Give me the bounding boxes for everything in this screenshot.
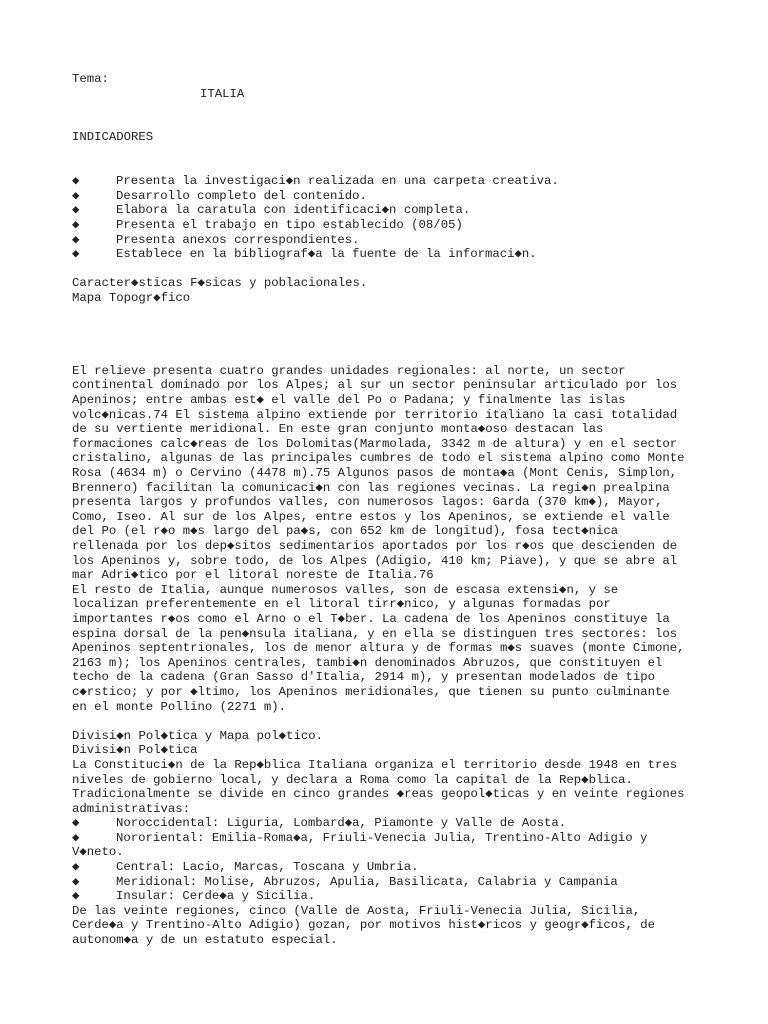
text-line: cristalino, algunas de las principales cumbres de todo el sistema alpino como Monte xyxy=(72,451,685,466)
indicador-text: Establece en la bibliograf◆a la fuente de la informaci◆n. xyxy=(116,247,537,262)
text-line: administrativas: xyxy=(72,801,191,816)
text-line: volc◆nicas.74 El sistema alpino extiende por territorio italiano la casi totalidad xyxy=(72,407,678,422)
text-line: presenta largos y profundos valles, con numerosos lagos: Garda (370 km◆), Mayor, xyxy=(72,495,663,510)
relieve-paragraph xyxy=(72,364,712,714)
indicadores-list xyxy=(72,174,712,262)
text-line: Brennero) facilitan la comunicaci◆n con las regiones vecinas. La regi◆n prealpina xyxy=(72,480,670,495)
indicador-item xyxy=(72,174,712,189)
region-item xyxy=(72,860,712,875)
region-item xyxy=(72,816,712,831)
division-outro xyxy=(72,904,712,948)
text-line: del Po (el r◆o m◆s largo del pa◆s, con 652 km de longitud), fosa tect◆nica xyxy=(72,524,619,539)
text-line: c◆rstico; y por ◆ltimo, los Apeninos meridionales, que tienen su punto culminante xyxy=(72,684,670,699)
text-line: La Constituci◆n de la Rep◆blica Italiana organiza el territorio desde 1948 en tres xyxy=(72,757,678,772)
text-line: en el monte Pollino (2271 m). xyxy=(72,699,287,714)
region-item xyxy=(72,889,712,904)
diamond-bullet-icon: ◆ xyxy=(72,247,80,262)
text-line: espina dorsal de la pen◆nsula italiana, y en ella se distinguen tres sectores: los xyxy=(72,626,678,641)
region-text: Nororiental: Emilia-Roma◆a, Friuli-Venecia Julia, Trentino-Alto Adigio y xyxy=(116,830,648,845)
division-intro xyxy=(72,758,712,816)
diamond-bullet-icon: ◆ xyxy=(72,203,80,218)
text-line: Apeninos septentrionales, los de menor altura y de formas m◆s suaves (monte Cimone, xyxy=(72,641,685,656)
text-line: El relieve presenta cuatro grandes unidades regionales: al norte, un sector xyxy=(72,363,626,378)
region-item xyxy=(72,831,712,846)
indicador-text: Presenta la investigaci◆n realizada en una carpeta creativa. xyxy=(116,174,559,189)
region-text: Meridional: Molise, Abruzos, Apulia, Basilicata, Calabria y Campania xyxy=(116,874,618,889)
text-line: El resto de Italia, aunque numerosos valles, son de escasa extensi◆n, y se xyxy=(72,582,619,597)
indicador-text: Desarrollo completo del contenido. xyxy=(116,188,367,203)
diamond-bullet-icon: ◆ xyxy=(72,188,80,203)
text-line: Rosa (4634 m) o Cervino (4478 m).75 Algunos pasos de monta◆a (Mont Cenis, Simplon, xyxy=(72,466,678,481)
text-line: los Apeninos y, sobre todo, de los Alpes (Adigio, 410 km; Piave), y que se abre al xyxy=(72,553,678,568)
document-page xyxy=(72,72,712,948)
region-wrap-text: V◆neto. xyxy=(72,845,124,860)
region-text: Noroccidental: Liguria, Lombard◆a, Piamonte y Valle de Aosta. xyxy=(116,816,567,831)
text-line: de su vertiente meridional. En este gran conjunto monta◆oso destacan las xyxy=(72,422,604,437)
diamond-bullet-icon: ◆ xyxy=(72,217,80,232)
diamond-bullet-icon: ◆ xyxy=(72,874,80,889)
tema-value: ITALIA xyxy=(200,86,245,101)
section-subheading: Mapa Topogr◆fico xyxy=(72,290,191,305)
text-line: 2163 m); los Apeninos centrales, tambi◆n denominados Abruzos, que constituyen el xyxy=(72,655,663,670)
diamond-bullet-icon: ◆ xyxy=(72,860,80,875)
region-text: Insular: Cerde◆a y Sicilia. xyxy=(116,889,316,904)
text-line: Cerde◆a y Trentino-Alto Adigio) gozan, por motivos hist◆ricos y geogr◆ficos, de xyxy=(72,918,656,933)
text-line: mar Adri◆tico por el litoral noreste de Italia.76 xyxy=(72,568,434,583)
text-line: niveles de gobierno local, y declara a Roma como la capital de la Rep◆blica. xyxy=(72,772,633,787)
text-line: formaciones calc◆reas de los Dolomitas(Marmolada, 3342 m de altura) y en el sector xyxy=(72,436,678,451)
division-heading: Divisi◆n Pol◆tica y Mapa pol◆tico. xyxy=(72,728,323,743)
text-line: continental dominado por los Alpes; al sur un sector peninsular articulado por los xyxy=(72,378,678,393)
diamond-bullet-icon: ◆ xyxy=(72,889,80,904)
indicador-item xyxy=(72,203,712,218)
text-line: Como, Iseo. Al sur de los Alpes, entre estos y los Apeninos, se extiende el valle xyxy=(72,509,670,524)
text-line: techo de la cadena (Gran Sasso d'Italia, 2914 m), y presentan modelados de tipo xyxy=(72,670,655,685)
text-line: De las veinte regiones, cinco (Valle de Aosta, Friuli-Venecia Julia, Sicilia, xyxy=(72,903,641,918)
section-heading: Caracter◆sticas F◆sicas y poblacionales. xyxy=(72,276,368,291)
tema-label: Tema: xyxy=(72,72,109,86)
regions-list xyxy=(72,816,712,904)
indicador-item xyxy=(72,218,712,233)
indicadores-heading: INDICADORES xyxy=(72,130,154,145)
text-line: autonom◆a y de un estatuto especial. xyxy=(72,933,338,948)
indicador-item xyxy=(72,189,712,204)
region-text: Central: Lacio, Marcas, Toscana y Umbria. xyxy=(116,860,419,875)
diamond-bullet-icon: ◆ xyxy=(72,232,80,247)
diamond-bullet-icon: ◆ xyxy=(72,174,80,189)
text-line: importantes r◆os como el Arno o el T◆ber. La cadena de los Apeninos constituye la xyxy=(72,611,670,626)
indicador-item xyxy=(72,233,712,248)
diamond-bullet-icon: ◆ xyxy=(72,830,80,845)
indicador-text: Elabora la caratula con identificaci◆n completa. xyxy=(116,203,471,218)
indicador-text: Presenta anexos correspondientes. xyxy=(116,232,360,247)
region-item xyxy=(72,875,712,890)
indicador-item xyxy=(72,247,712,262)
indicador-text: Presenta el trabajo en tipo establecido (08/05) xyxy=(116,217,463,232)
diamond-bullet-icon: ◆ xyxy=(72,816,80,831)
text-line: Apeninos; entre ambas est◆ el valle del Po o Padana; y finalmente las islas xyxy=(72,393,626,408)
text-line: rellenada por los dep◆sitos sedimentarios aportados por los r◆os que descienden de xyxy=(72,539,678,553)
text-line: localizan preferentemente en el litoral tirr◆nico, y algunas formadas por xyxy=(72,597,611,612)
text-line: Tradicionalmente se divide en cinco grandes ◆reas geopol◆ticas y en veinte regiones xyxy=(72,787,685,802)
division-subheading: Divisi◆n Pol◆tica xyxy=(72,743,198,758)
